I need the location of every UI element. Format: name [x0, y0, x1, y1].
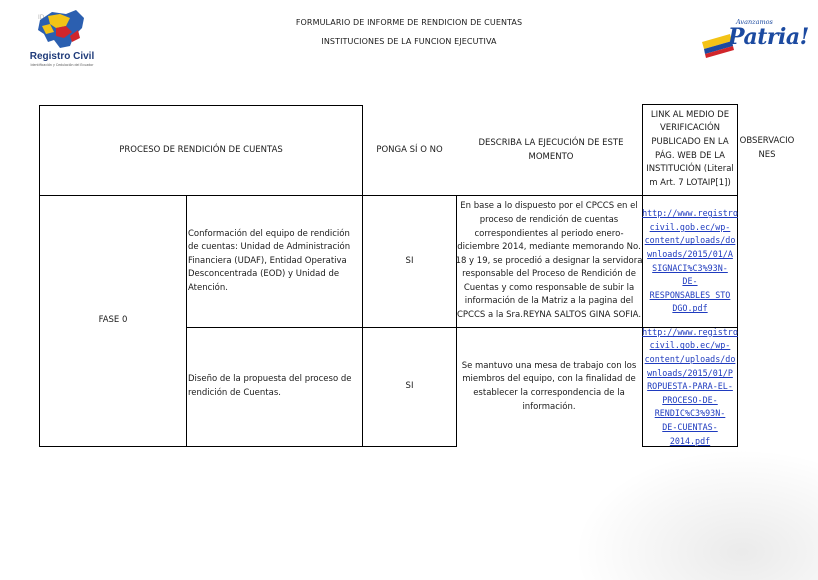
- description-cell: En base a lo dispuesto por el CPCCS en el proceso de rendición de cuentas correspondientes al periodo enero-diciembre 2014, mediante memorando No. 18 y 19, se procedió a designar la servidora responsable del Proceso de Rendición de Cuentas y como responsable de subir la información de la Matriz a la pagina del CPCCS a la Sra.REYNA SALTOS GINA SOFIA.: [455, 201, 643, 321]
- table-border: [186, 195, 187, 447]
- page-marker: ID: [38, 14, 45, 21]
- header-process: PROCESO DE RENDICIÓN DE CUENTAS: [119, 144, 283, 155]
- link-line[interactable]: ROPUESTA-PARA-EL-: [647, 381, 733, 392]
- ecuador-map-icon: [26, 6, 98, 52]
- link-line[interactable]: PROCESO-DE-: [662, 394, 718, 405]
- patria-slogan-small: Avanzamos: [736, 18, 773, 26]
- phase-label: FASE 0: [98, 315, 128, 326]
- header-description: DESCRIBA LA EJECUCIÓN DE ESTE MOMENTO: [478, 137, 624, 162]
- table-row: [188, 328, 362, 446]
- avanzamos-patria-logo: [700, 18, 809, 68]
- link-line[interactable]: http://www.registro: [642, 326, 738, 337]
- step-text: Conformación del equipo de rendición de cuentas: Unidad de Administración Financiera (UDAF), Entidad Operativa Desconcentrada (EOD) y Unidad de Atención.: [188, 228, 351, 293]
- link-line[interactable]: content/uploads/do: [644, 354, 736, 365]
- link-line[interactable]: RESPONSABLES_STO: [649, 289, 731, 300]
- scan-shadow: [560, 440, 818, 580]
- patria-slogan-big: Patria!: [728, 24, 809, 50]
- link-line[interactable]: DGO.pdf: [672, 303, 708, 314]
- registro-civil-tagline: Identificación y Cedulación del Ecuador: [30, 63, 94, 67]
- step-text: Diseño de la propuesta del proceso de rendición de Cuentas.: [188, 374, 352, 398]
- registro-civil-name: Registro Civil: [29, 51, 95, 62]
- table-row: [188, 196, 362, 327]
- header-link: LINK AL MEDIO DE VERIFICACIÓN PUBLICADO EN LA PÁG. WEB DE LA INSTITUCIÓN (Literal m Art. 7 LOTAIP[1]): [646, 109, 734, 188]
- description-cell: Se mantuvo una mesa de trabajo con los miembros del equipo, con la finalidad de establecer la correspondencia de la información.: [461, 360, 637, 412]
- link-line[interactable]: http://www.registro: [642, 208, 738, 219]
- answer-cell: SI: [405, 381, 414, 392]
- link-line[interactable]: wnloads/2015/01/A: [647, 248, 733, 259]
- table-border: [39, 446, 456, 447]
- link-line[interactable]: wnloads/2015/01/P: [647, 367, 733, 378]
- link-line[interactable]: SIGNACI%C3%93N-: [652, 262, 728, 273]
- answer-cell: SI: [405, 255, 414, 266]
- header-observations: OBSERVACIONES: [739, 136, 795, 160]
- link-line[interactable]: DE-CUENTAS-: [662, 421, 718, 432]
- link-line[interactable]: content/uploads/do: [644, 235, 736, 246]
- link-line[interactable]: RENDIC%C3%93N-: [654, 408, 726, 419]
- link-line[interactable]: 2014.pdf: [669, 435, 711, 446]
- link-line[interactable]: civil.gob.ec/wp-: [649, 221, 731, 232]
- registro-civil-logo: [26, 6, 98, 76]
- form-title: FORMULARIO DE INFORME DE RENDICION DE CUENTAS: [295, 18, 523, 27]
- verification-link[interactable]: [643, 196, 737, 327]
- verification-link[interactable]: [643, 328, 737, 446]
- form-subtitle: INSTITUCIONES DE LA FUNCION EJECUTIVA: [321, 37, 497, 46]
- link-line[interactable]: DE-: [682, 276, 698, 287]
- header-yes-no: PONGA SÍ O NO: [376, 144, 443, 155]
- link-line[interactable]: civil.gob.ec/wp-: [649, 340, 731, 351]
